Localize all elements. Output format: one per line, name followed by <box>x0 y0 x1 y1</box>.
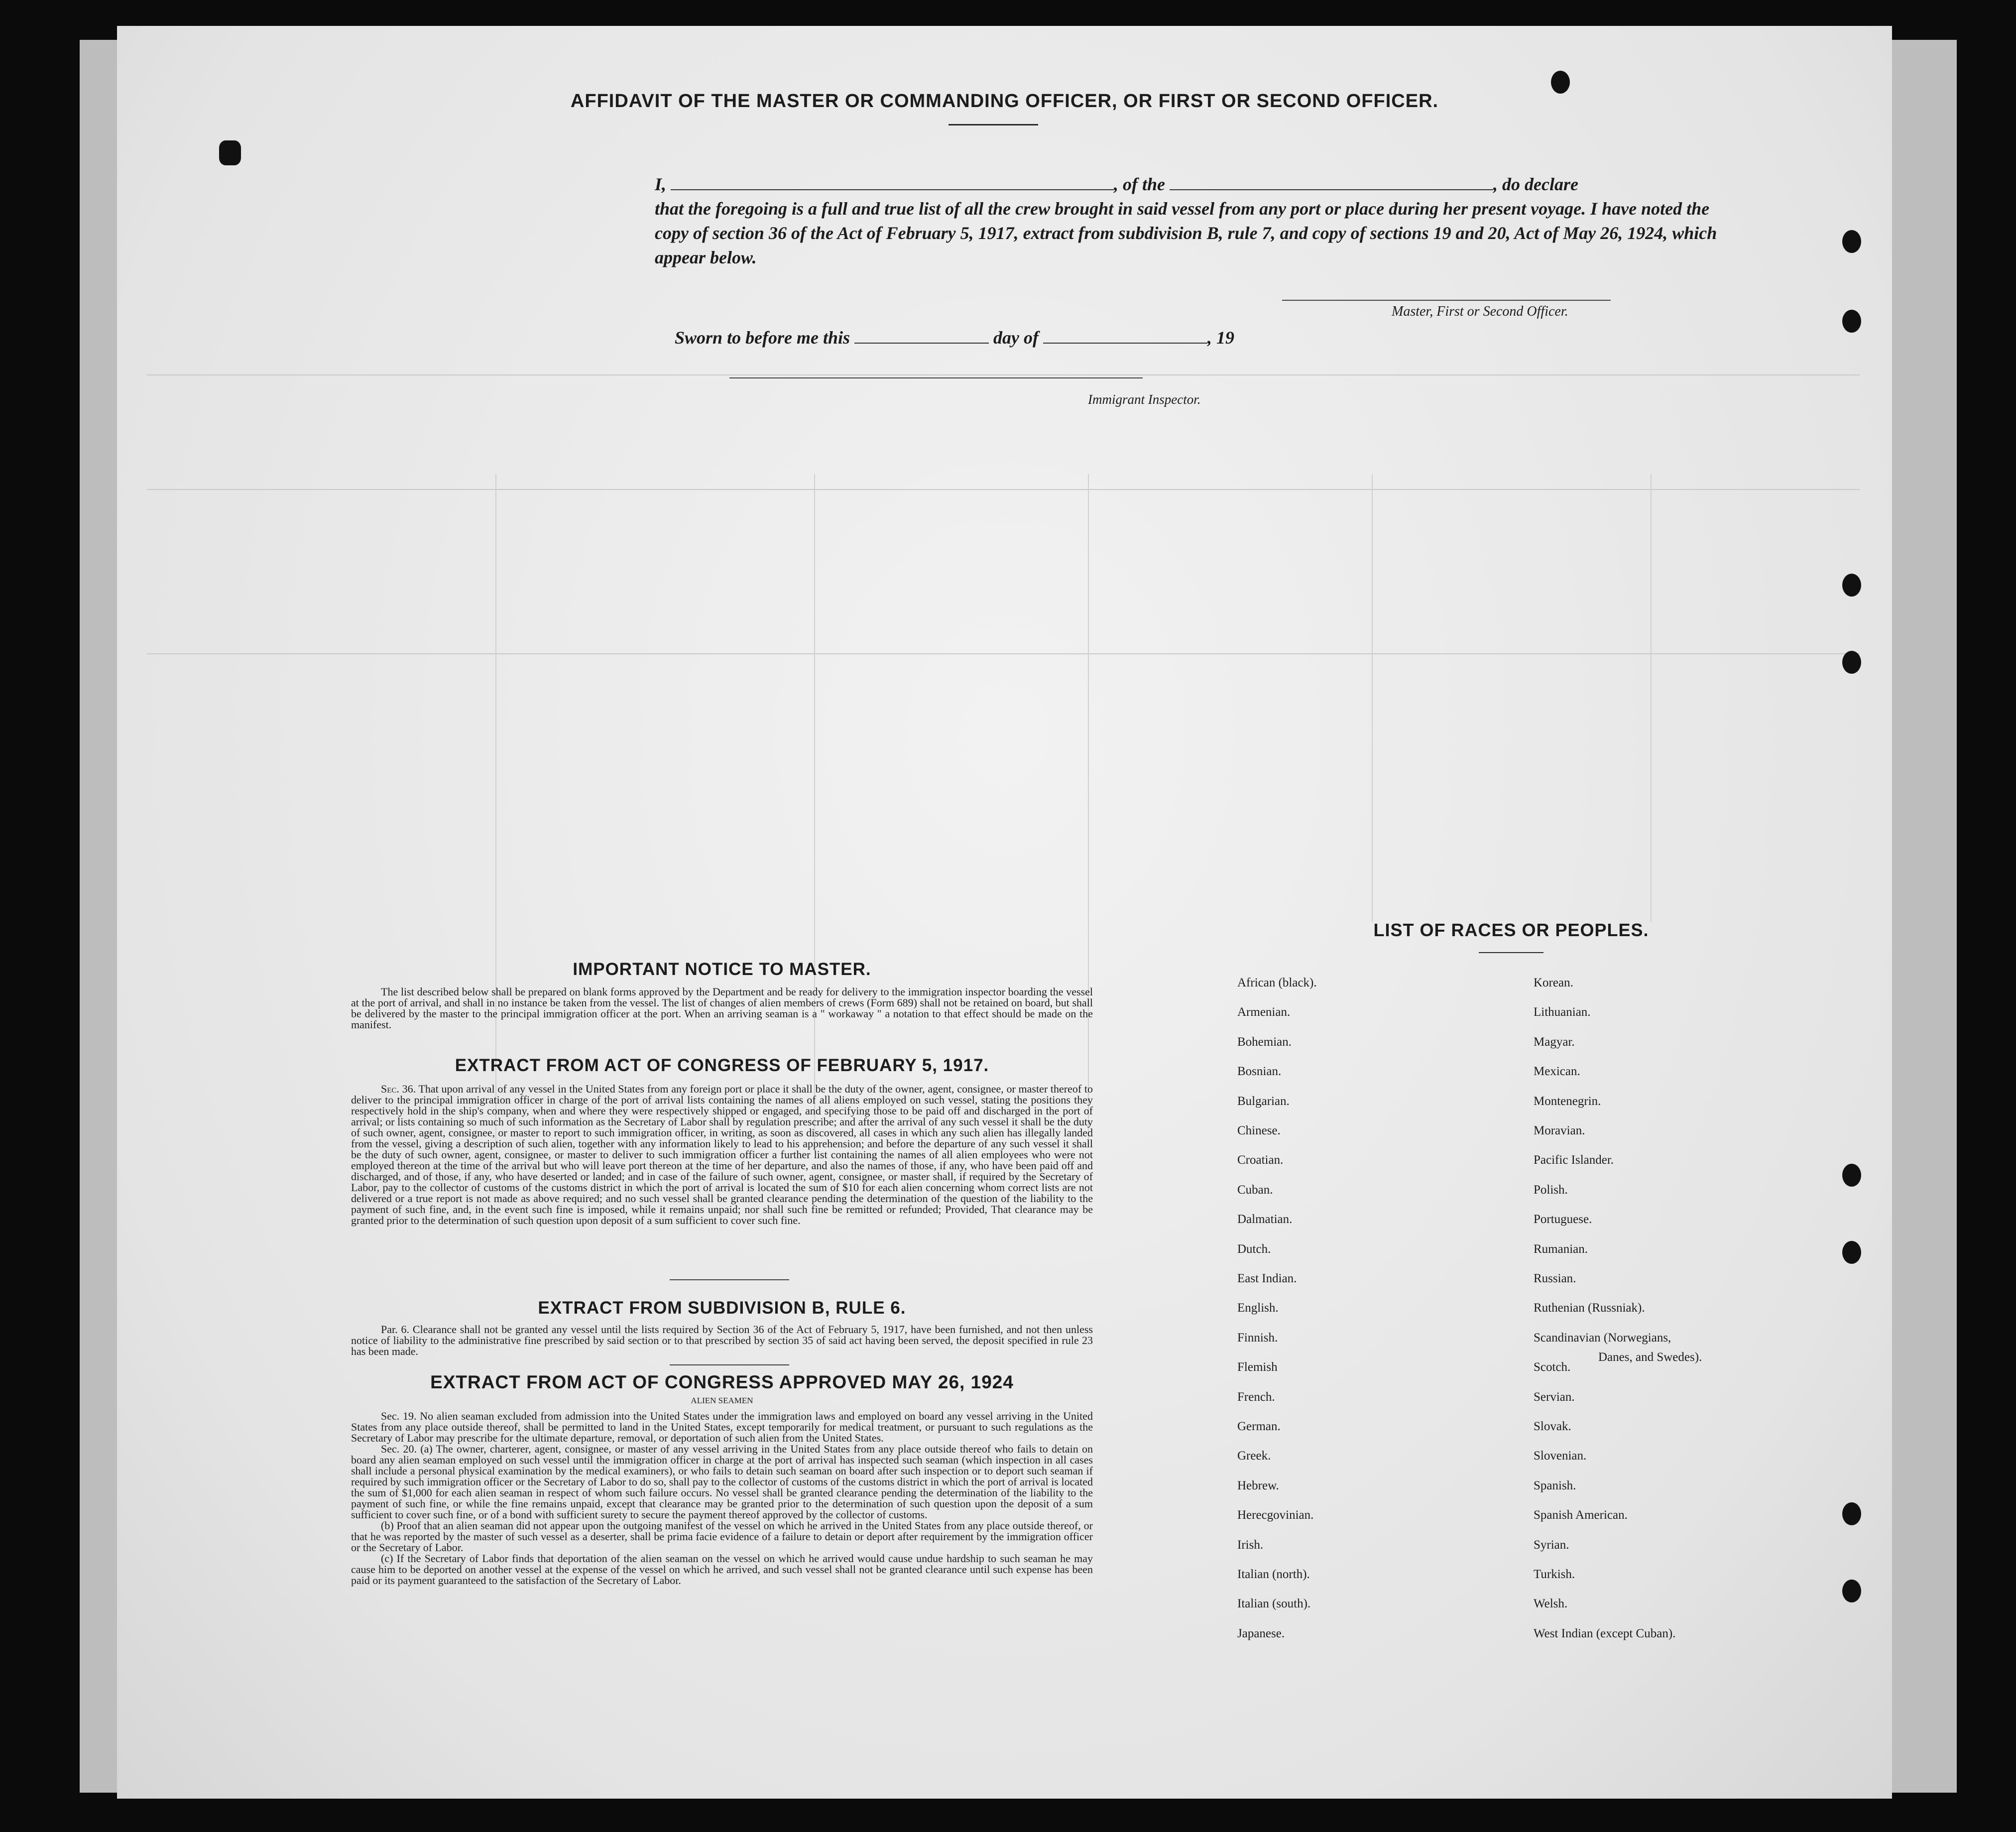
race-item: Croatian. <box>1237 1153 1284 1167</box>
sworn-day-field[interactable] <box>854 328 989 344</box>
punch-hole <box>1842 1164 1861 1187</box>
race-item: Italian (north). <box>1237 1568 1310 1581</box>
race-item: Armenian. <box>1237 1005 1291 1019</box>
race-item: Slovak. <box>1534 1420 1571 1433</box>
punch-hole <box>1842 1241 1861 1264</box>
race-item: Hebrew. <box>1237 1479 1279 1492</box>
race-item: Moravian. <box>1534 1124 1585 1137</box>
sworn-year: , 19 <box>1207 328 1235 348</box>
race-item: Herecgovinian. <box>1237 1508 1314 1522</box>
race-item: Spanish American. <box>1534 1508 1628 1522</box>
race-item: Mexican. <box>1534 1065 1580 1078</box>
section-divider <box>670 1364 789 1365</box>
section-label: Sec. 36. <box>381 1083 416 1095</box>
extract-1924-subtitle: ALIEN SEAMEN <box>691 1396 753 1405</box>
race-item: Bosnian. <box>1237 1065 1282 1078</box>
vessel-name-field[interactable] <box>1170 174 1493 190</box>
bleed-line <box>495 474 496 1146</box>
race-item: Finnish. <box>1237 1331 1278 1344</box>
race-item: Lithuanian. <box>1534 1005 1591 1019</box>
races-title-underline <box>1479 952 1543 953</box>
race-item: Bohemian. <box>1237 1035 1292 1049</box>
race-item: Polish. <box>1534 1183 1568 1197</box>
race-item: Dutch. <box>1237 1242 1271 1256</box>
document-page <box>117 26 1892 1799</box>
race-item-continuation: Danes, and Swedes). <box>1598 1350 1702 1364</box>
race-item: Portuguese. <box>1534 1213 1592 1226</box>
section-36-text: That upon arrival of any vessel in the United States from any foreign port or place it shall be the duty of the owner, agent, consignee, or master thereof to deliver to the principal immigration officer in charge of the port of arrival lists containing the names of all aliens employed on such vessel, stating the positions they respectively hold in the ship's company, when and where they were respectively shipped or engaged, and specifying those to be paid off and discharged in the port of arrival; or lists containing so much of such information as the Secretary of Labor shall by regulation prescribe; and after the arrival of any such vessel it shall be the duty of such owner, agent, consignee, or master to report to such immigration officer, in writing, as soon as discovered, all cases in which any such alien has illegally landed from the vessel, giving a description of such alien, together with any information likely to lead to his apprehension; and before the departure of any such vessel it shall be the duty of such owner, agent, consignee, or master to deliver to such immigration officer a further list containing the names of all alien employees who were not employed thereon at the time of the arrival but who will leave port thereon at the time of her departure, and also the names of those, if any, who have been paid off and discharged, and of those, if any, who have deserted or landed; and in case of the failure of such owner, agent, consignee, or master shall, if required by the Secretary of Labor, pay to the collector of customs of the customs district in which the port of arrival is located the sum of $10 for each alien concerning whom correct lists are not delivered or a true report is not made as above required; and no such vessel shall be granted clearance pending the determination of the question of the liability to the payment of such fine, and, in the event such fine is imposed, while it remains unpaid; nor shall such fine be remitted or refunded; Provided, That clearance may be granted prior to the determination of such question upon deposit of a sum sufficient to cover such fine. <box>351 1083 1093 1226</box>
master-signature-label: Master, First or Second Officer. <box>1392 304 1568 319</box>
section-20-text: Sec. 20. (a) The owner, charterer, agent, consignee, or master of any vessel arriving in the United States from any place outside thereof who fails to detain on board any alien seaman employed on such vessel until the immigration officer in charge at the port of arrival has inspected such seaman (which inspection in all cases shall include a personal physical examination by the medical examiners), or who fails to detain such seaman on board after such inspection or to deport such seaman if required by such immigration officer or the Secretary of Labor to do so, shall pay to the collector of customs of the customs district in which the port of arrival is located the sum of $1,000 for each alien seaman in respect of whom such failure occurs. No vessel shall be granted clearance pending the determination of the liability to the payment of such fine, or while the fine remains unpaid, except that clearance may be granted prior to the determination of such question upon the deposit of a sum sufficient to cover such fine, or of a bond with sufficient surety to secure the payment thereof approved by the collector of customs. <box>351 1443 1093 1521</box>
notice-title: IMPORTANT NOTICE TO MASTER. <box>573 960 871 979</box>
punch-hole <box>1842 310 1861 333</box>
section-divider <box>670 1279 789 1280</box>
race-item: Syrian. <box>1534 1538 1569 1552</box>
race-item: English. <box>1237 1301 1279 1315</box>
race-item: Japanese. <box>1237 1627 1285 1640</box>
punch-hole <box>1842 651 1861 674</box>
bleed-line <box>147 489 1860 490</box>
race-item: French. <box>1237 1390 1275 1404</box>
bleed-line <box>147 653 1860 654</box>
race-item: West Indian (except Cuban). <box>1534 1627 1676 1640</box>
race-item: Dalmatian. <box>1237 1213 1293 1226</box>
race-item: Servian. <box>1534 1390 1575 1404</box>
sworn-month-field[interactable] <box>1043 328 1207 344</box>
race-item: Scandinavian (Norwegians, <box>1534 1331 1671 1344</box>
race-item: Pacific Islander. <box>1534 1153 1614 1167</box>
punch-hole <box>1842 230 1861 253</box>
race-item: Welsh. <box>1534 1597 1568 1610</box>
punch-hole <box>1842 1580 1861 1602</box>
race-item: Scotch. <box>1534 1360 1571 1374</box>
declarant-of-the: , of the <box>1114 174 1166 194</box>
race-item: African (black). <box>1237 976 1317 989</box>
title-underline <box>949 124 1038 125</box>
bleed-line <box>1372 474 1373 922</box>
extract-1924-title: EXTRACT FROM ACT OF CONGRESS APPROVED MAY 26, 1924 <box>430 1372 1014 1392</box>
race-item: Russian. <box>1534 1272 1576 1285</box>
race-item: German. <box>1237 1420 1281 1433</box>
inspector-label: Immigrant Inspector. <box>1088 392 1201 407</box>
declarant-suffix: , do declare <box>1493 174 1578 194</box>
bleed-line <box>814 474 815 1146</box>
race-item: Ruthenian (Russniak). <box>1534 1301 1645 1315</box>
affidavit-declaration-line <box>655 172 1750 197</box>
bleed-line <box>147 374 1860 375</box>
race-item: Rumanian. <box>1534 1242 1588 1256</box>
race-item: Slovenian. <box>1534 1449 1587 1463</box>
punch-hole <box>1842 574 1861 597</box>
section-19-text: Sec. 19. No alien seaman excluded from admission into the United States under the immigration laws and employed on board any vessel arriving in the United States from any place outside thereof, shall be permitted to land in the United States, except temporarily for medical treatment, or pursuant to such regulations as the Secretary of Labor may prescribe for the ultimate departure, removal, or deportation of such alien from the United States. <box>351 1410 1093 1444</box>
sworn-prefix: Sworn to before me this <box>675 328 850 348</box>
extract-1917-title: EXTRACT FROM ACT OF CONGRESS OF FEBRUARY 5, 1917. <box>455 1056 989 1075</box>
notice-section <box>351 960 1093 1030</box>
subdivision-b-title: EXTRACT FROM SUBDIVISION B, RULE 6. <box>538 1298 906 1318</box>
race-item: Greek. <box>1237 1449 1271 1463</box>
race-item: Flemish <box>1237 1360 1278 1374</box>
race-item: Spanish. <box>1534 1479 1576 1492</box>
races-title: LIST OF RACES OR PEOPLES. <box>1373 920 1649 940</box>
sworn-line <box>675 327 1234 348</box>
race-item: Magyar. <box>1534 1035 1575 1049</box>
extract-1917-body <box>351 1084 1093 1226</box>
race-item: Cuban. <box>1237 1183 1273 1197</box>
bleed-line <box>1651 474 1652 922</box>
extract-1924-section <box>351 1372 1093 1586</box>
subdivision-b-section <box>351 1298 1093 1357</box>
declarant-name-field[interactable] <box>671 174 1114 190</box>
race-item: East Indian. <box>1237 1272 1297 1285</box>
bleed-line <box>1088 474 1089 1146</box>
affidavit-body: that the foregoing is a full and true list of all the crew brought in said vessel from any port or place during her present voyage. I have noted the copy of section 36 of the Act of February 5, 1917, extract from subdivision B, rule 7, and copy of sections 19 and 20, Act of May 26, 1924, which appear below. <box>655 199 1717 267</box>
master-signature-line[interactable] <box>1282 300 1611 301</box>
ink-blot <box>219 140 241 165</box>
notice-body: The list described below shall be prepared on blank forms approved by the Department and be ready for delivery to the immigration inspector boarding the vessel at the port of arrival, and shall in no instance be taken from the vessel. The list of changes of alien members of crews (Form 689) shall not be retained on board, but shall be delivered by the master to the principal immigration officer at the port. When an arriving seaman is a " workaway " a notation to that effect should be made on the manifest. <box>351 985 1093 1031</box>
race-item: Montenegrin. <box>1534 1095 1601 1108</box>
race-item: Turkish. <box>1534 1568 1575 1581</box>
race-item: Korean. <box>1534 976 1573 989</box>
declarant-prefix: I, <box>655 174 667 194</box>
sworn-day-of: day of <box>993 328 1039 348</box>
race-item: Bulgarian. <box>1237 1095 1290 1108</box>
subdivision-b-body: Par. 6. Clearance shall not be granted any vessel until the lists required by Section 36 of the Act of February 5, 1917, have been furnished, and not then unless notice of liability to the administrative fine prescribed by said section or to that prescribed by section 35 of said act having been served, the deposit specified in rule 23 has been made. <box>351 1323 1093 1357</box>
affidavit-title: AFFIDAVIT OF THE MASTER OR COMMANDING OFFICER, OR FIRST OR SECOND OFFICER. <box>570 91 1439 112</box>
inspector-signature-line[interactable] <box>729 377 1143 378</box>
extract-1917-section <box>351 1056 1093 1226</box>
race-item: Irish. <box>1237 1538 1264 1552</box>
section-20b-text: (b) Proof that an alien seaman did not appear upon the outgoing manifest of the vessel on which he arrived in the United States from any place outside thereof, or that he was reported by the master of such vessel as a deserter, shall be prima facie evidence of a failure to detain or deport after requirement by the immigration officer or the Secretary of Labor. <box>351 1519 1093 1554</box>
punch-hole <box>1842 1502 1861 1525</box>
section-20c-text: (c) If the Secretary of Labor finds that deportation of the alien seaman on the vessel on which he arrived would cause undue hardship to such seaman he may cause him to be deported on another vessel at the expense of the vessel on which he arrived, and such vessel shall not be granted clearance until such expense has been paid or its payment guaranteed to the satisfaction of the Secretary of Labor. <box>351 1552 1093 1587</box>
race-item: Italian (south). <box>1237 1597 1311 1610</box>
race-item: Chinese. <box>1237 1124 1281 1137</box>
